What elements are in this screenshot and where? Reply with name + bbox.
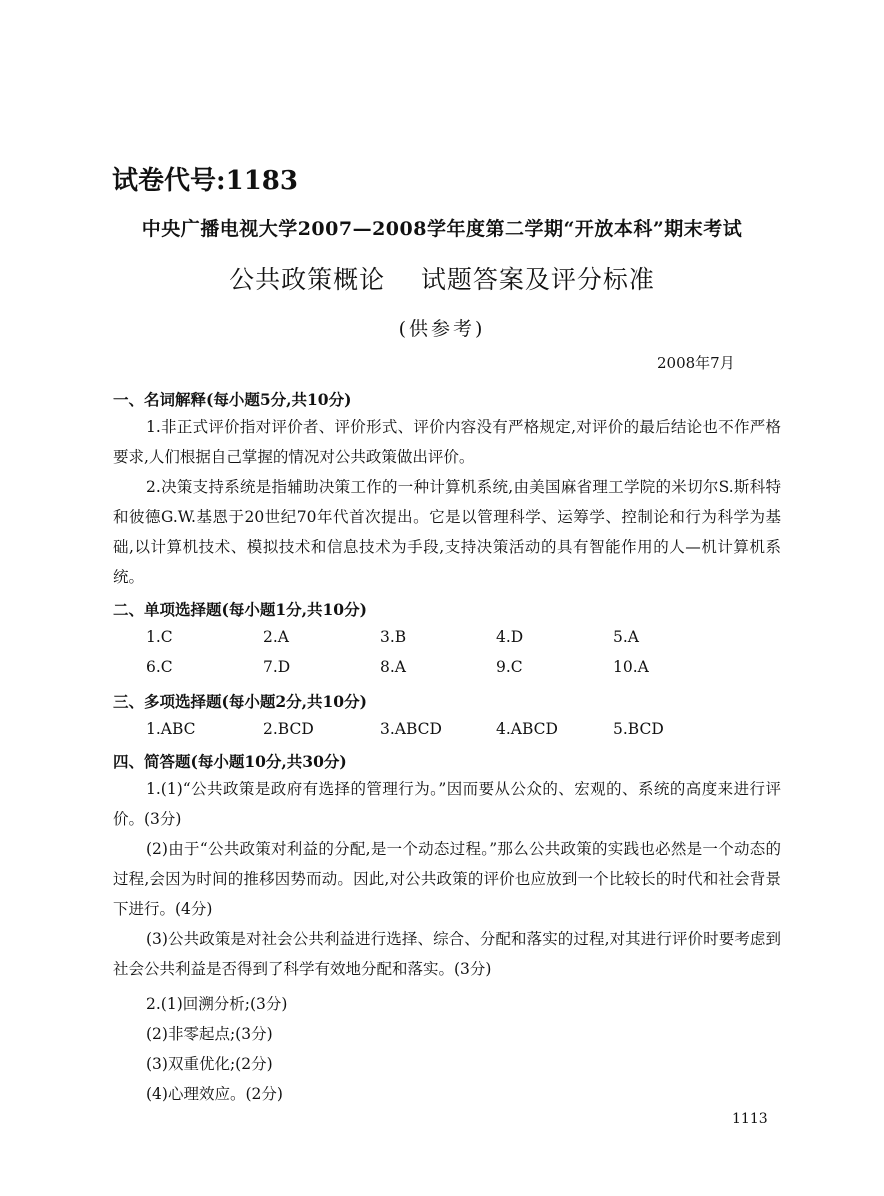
section-1-item-2: 2.决策支持系统是指辅助决策工作的一种计算机系统,由美国麻省理工学院的米切尔S.斯科特和彼德G.W.基恩于20世纪70年代首次提出。它是以管理科学、运筹学、控制论和行为科学为基础,以计算机技术、模拟技术和信息技术为手段,支持决策活动的具有智能作用的人—机计算机系统。 <box>113 478 781 586</box>
section-4-q2-line-3: (3)双重优化;(2分) <box>146 1055 273 1073</box>
exam-title: 中央广播电视大学2007—2008学年度第二学期“开放本科”期末考试 <box>141 218 743 240</box>
exam-date: 2008年7月 <box>657 354 735 372</box>
answer-item: 7.D <box>263 658 291 676</box>
answer-item: 4.D <box>496 628 524 646</box>
answer-item: 5.A <box>613 628 639 646</box>
answer-item: 3.B <box>380 628 407 646</box>
answer-item: 1.ABC <box>146 720 196 738</box>
section-4-q1-part-2: (2)由于“公共政策对利益的分配,是一个动态过程。”那么公共政策的实践也必然是一个动态的过程,会因为时间的推移因势而动。因此,对公共政策的评价也应放到一个比较长的时代和社会背景下进行。(4分) <box>113 840 781 918</box>
page-number: 1113 <box>732 1111 768 1127</box>
answer-item: 10.A <box>613 658 649 676</box>
answer-item: 2.BCD <box>263 720 314 738</box>
section-4-q1-part-1: 1.(1)“公共政策是政府有选择的管理行为。”因而要从公众的、宏观的、系统的高度来进行评价。(3分) <box>113 780 781 828</box>
answer-item: 6.C <box>146 658 173 676</box>
section-4-q2-line-4: (4)心理效应。(2分) <box>146 1085 283 1103</box>
answer-item: 5.BCD <box>613 720 664 738</box>
answer-item: 3.ABCD <box>380 720 442 738</box>
section-4-q2-line-1: 2.(1)回溯分析;(3分) <box>146 995 288 1013</box>
reference-note: (供参考) <box>398 318 486 340</box>
answer-item: 1.C <box>146 628 173 646</box>
answer-item: 9.C <box>496 658 523 676</box>
section-1-item-1: 1.非正式评价指对评价者、评价形式、评价内容没有严格规定,对评价的最后结论也不作严格要求,人们根据自己掌握的情况对公共政策做出评价。 <box>113 418 781 466</box>
section-4-title: 四、简答题(每小题10分,共30分) <box>113 752 347 771</box>
section-3-title: 三、多项选择题(每小题2分,共10分) <box>113 692 367 711</box>
paper-code: 试卷代号:1183 <box>112 166 298 196</box>
course-title: 公共政策概论 试题答案及评分标准 <box>229 265 655 294</box>
section-4-q2-line-2: (2)非零起点;(3分) <box>146 1025 273 1043</box>
answer-item: 2.A <box>263 628 289 646</box>
section-1-title: 一、名词解释(每小题5分,共10分) <box>113 390 352 409</box>
section-4-q1-part-3: (3)公共政策是对社会公共利益进行选择、综合、分配和落实的过程,对其进行评价时要考虑到社会公共利益是否得到了科学有效地分配和落实。(3分) <box>113 930 781 978</box>
answer-item: 8.A <box>380 658 406 676</box>
section-2-title: 二、单项选择题(每小题1分,共10分) <box>113 600 367 619</box>
answer-item: 4.ABCD <box>496 720 558 738</box>
